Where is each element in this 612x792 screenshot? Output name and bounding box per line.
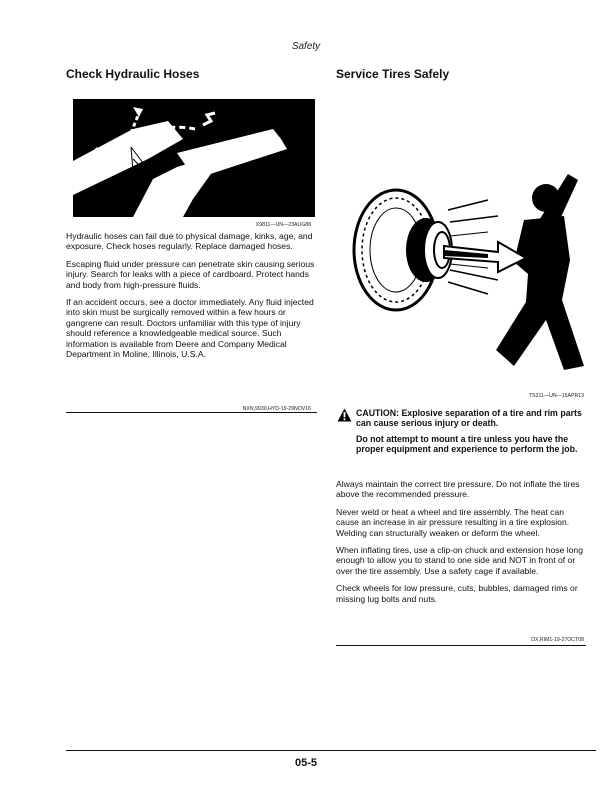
tire-explosion-illustration (338, 170, 588, 378)
paragraph: Escaping fluid under pressure can penetrate skin causing serious injury. Search for leaks with a piece of cardboard. Protect hands and body from high-pressure fluids. (66, 258, 315, 290)
paragraph: Check wheels for low pressure, cuts, bubbles, damaged rims or missing lug bolts and nuts. (336, 583, 578, 604)
caution-block (356, 408, 586, 455)
hydraulic-hose-illustration (73, 99, 315, 217)
document-reference: NXN,9930,HYD-19-29NOV16 (242, 406, 311, 412)
caution-body: Do not attempt to mount a tire unless you have the proper equipment and experience to perform the job. (356, 433, 578, 455)
document-reference: DX,RIM1-19-27OCT08 (531, 637, 584, 643)
paragraph: Never weld or heat a wheel and tire assembly. The heat can cause an increase in air pressure resulting in a tire explosion. Welding can structurally weaken or deform the wheel. (336, 506, 570, 538)
figure-reference: X9811—UN—23AUG88 (255, 222, 311, 228)
left-body-text (66, 231, 316, 366)
section-divider (66, 412, 317, 413)
figure-reference: TS211—UN—15APR13 (529, 393, 584, 399)
section-heading-hydraulic-hoses: Check Hydraulic Hoses (66, 67, 200, 81)
section-heading-service-tires: Service Tires Safely (336, 67, 450, 81)
page-number: 05-5 (294, 757, 318, 769)
paragraph: Hydraulic hoses can fail due to physical damage, kinks, age, and exposure. Check hoses regularly. Replace damaged hoses. (66, 231, 313, 252)
footer-divider (66, 750, 596, 751)
right-body-text (336, 479, 586, 611)
paragraph: Always maintain the correct tire pressure. Do not inflate the tires above the recommended pressure. (336, 479, 580, 500)
paragraph: When inflating tires, use a clip-on chuck and extension hose long enough to allow you to stand to one side and NOT in front of or over the tire assembly. Use a safety cage if available. (336, 545, 583, 576)
paragraph: If an accident occurs, see a doctor immediately. Any fluid injected into skin must be surgically removed within a few hours or gangrene can result. Doctors unfamiliar with this type of injury should reference a knowledgeable medical source. Such information is available from Deere and Company Medical Department in Moline, Illinois, U.S.A. (66, 297, 314, 360)
page-header: Safety (291, 41, 321, 52)
warning-triangle-icon (337, 408, 352, 422)
section-divider (336, 645, 586, 646)
caution-title: CAUTION: Explosive separation of a tire and rim parts can cause serious injury or death. (356, 408, 582, 429)
